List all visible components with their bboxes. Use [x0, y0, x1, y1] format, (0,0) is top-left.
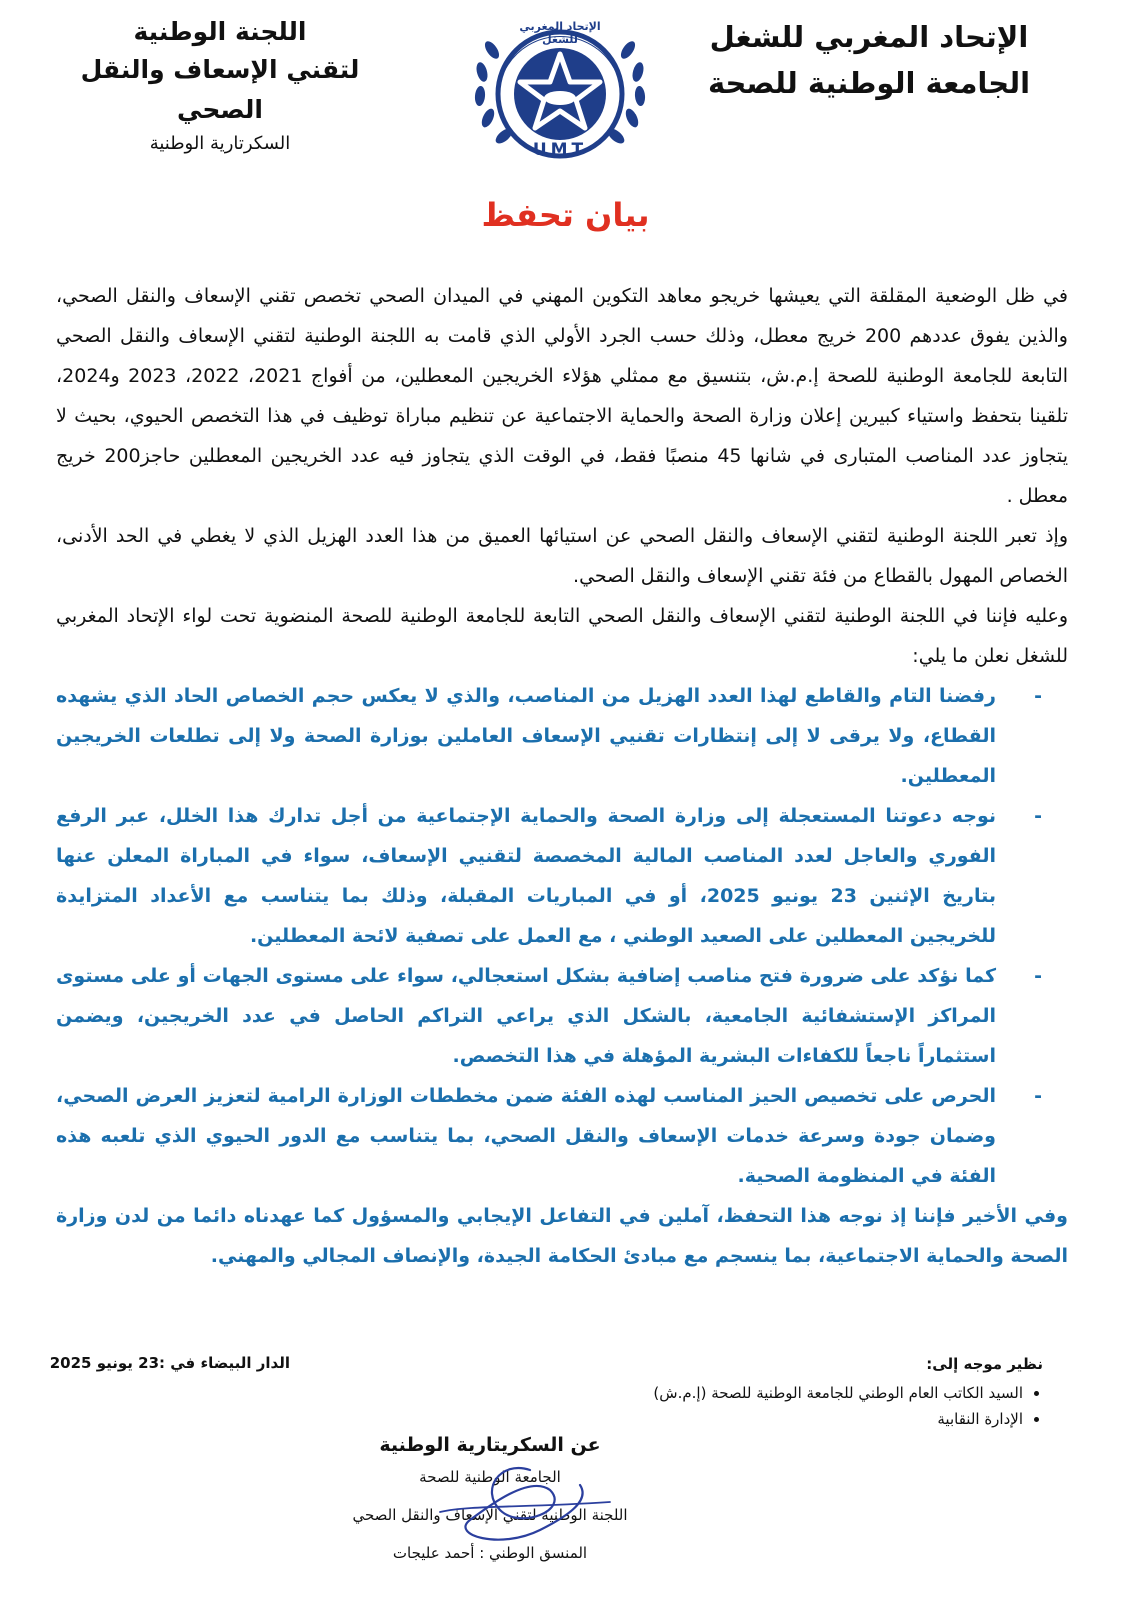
dash-bullet: - — [1034, 805, 1042, 827]
date-line: الدار البيضاء في :23 يونيو 2025 — [49, 1354, 290, 1372]
org-header-left — [40, 14, 400, 158]
demands-list — [56, 676, 1068, 1196]
list-item: - نوجه دعوتنا المستعجلة إلى وزارة الصحة والحماية الإجتماعية من أجل تدارك هذا الخلل، عبر الرفع الفوري والعاجل لعدد المناصب المالية المخصصة لتقنيي الإسعاف، سواء في المباراة المعلن عنها بتاريخ الإثنين 23 يونيو 2025، أو في المباريات المقبلة، وذلك بما يتناسب مع الأعداد المتزايدة للخريجين المعطلين على الصعيد الوطني ، مع العمل على تصفية لائحة المعطلين. — [56, 796, 1068, 956]
committee-subtitle: لتقني الإسعاف والنقل الصحي — [80, 55, 360, 124]
intro-paragraph: في ظل الوضعية المقلقة التي يعيشها خريجو معاهد التكوين المهني في الميدان الصحي تخصص تقني الإسعاف والنقل الصحي، والذين يفوق عددهم 200 خريج معطل، وذلك حسب الجرد الأولي الذي قامت به اللجنة الوطنية لتقني الإسعاف والنقل الصحي التابعة للجامعة الوطنية للصحة إ.م.ش، بتنسيق مع ممثلي هؤلاء الخريجين المعطلين، من أفواج 2021، 2022، 2023 و2024، تلقينا بتحفظ واستياء كبيرين إعلان وزارة الصحة والحماية الاجتماعية عن تنظيم مباراة توظيف في هذا التخصص الحيوي، بحيث لا يتجاوز عدد المناصب المتبارى في شانها 45 منصبًا فقط، في الوقت الذي يتجاوز فيه عدد الخريجين المعطلين حاجز200 خريج معطل . — [56, 285, 1069, 507]
list-item: • الإدارة النقابية — [563, 1406, 1023, 1432]
logo-arc-text: الإتحاد المغربي للشغل — [519, 20, 601, 46]
logo-umt-text: UMT — [532, 140, 588, 160]
list-item: - رفضنا التام والقاطع لهذا العدد الهزيل من المناصب، والذي لا يعكس حجم الخصاص الحاد الذي يشهده القطاع، ولا يرقى لا إلى إنتظارات تقنيي الإسعاف العاملين بوزارة الصحة ولا إلى تطلعات الخريجين المعطلين. — [56, 676, 1068, 796]
closing-paragraph: وفي الأخير فإننا إذ نوجه هذا التحفظ، آملين في التفاعل الإيجابي والمسؤول كما عهدناه دائما من لدن وزارة الصحة والحماية الاجتماعية، بما ينسجم مع مبادئ الحكامة الجيدة، والإنصاف المجالي والمهني. — [56, 1205, 1068, 1267]
dash-bullet: - — [1034, 685, 1042, 707]
list-item: • السيد الكاتب العام الوطني للجامعة الوطنية للصحة (إ.م.ش) — [563, 1380, 1023, 1406]
secretariat-label: السكرتارية الوطنية — [149, 133, 291, 154]
list-item: - كما نؤكد على ضرورة فتح مناصب إضافية بشكل استعجالي، سواء على مستوى الجهات أو على مستوى المراكز الإستشفائية الجامعية، بالشكل الذي يراعي التراكم الحاصل في عدد الخريجين، ويضمن استثماراً ناجعاً للكفاءات البشرية المؤهلة في هذا التخصص. — [56, 956, 1068, 1076]
declaration-paragraph: وعليه فإننا في اللجنة الوطنية لتقني الإسعاف والنقل الصحي التابعة للجامعة الوطنية للصحة المنضوية تحت لواء الإتحاد المغربي للشغل نعلن ما يلي: — [56, 605, 1068, 667]
committee-title: اللجنة الوطنية — [133, 17, 307, 46]
dash-bullet: - — [1034, 965, 1042, 987]
distribution-block — [563, 1350, 1043, 1432]
distribution-heading: نظير موجه إلى: — [926, 1355, 1043, 1373]
union-name: الإتحاد المغربي للشغل — [709, 20, 1029, 54]
signature-coordinator: المنسق الوطني : أحمد عليجات — [392, 1544, 588, 1562]
list-item: - الحرص على تخصيص الحيز المناسب لهذه الفئة ضمن مخططات الوزارة الرامية لتعزيز العرض الصحي، وضمان جودة وسرعة خدمات الإسعاف والنقل الصحي، بما يتناسب مع الدور الحيوي الذي تلعبه هذه الفئة في المنظومة الصحية. — [56, 1076, 1068, 1196]
dash-bullet: - — [1034, 1085, 1042, 1107]
signature-heading: عن السكريتارية الوطنية — [379, 1434, 601, 1456]
distribution-list — [563, 1380, 1043, 1432]
signature-block — [320, 1432, 660, 1572]
document-title: بيان تحفظ — [481, 196, 650, 234]
signature-committee: اللجنة الوطنية لتقني الإسعاف والنقل الصحي — [352, 1506, 628, 1524]
signature-federation: الجامعة الوطنية للصحة — [419, 1468, 561, 1486]
org-header-right — [699, 14, 1039, 106]
concern-paragraph: وإذ تعبر اللجنة الوطنية لتقني الإسعاف والنقل الصحي عن استيائها العميق من هذا العدد الهزيل الذي لا يغطي في الحد الأدنى، الخصاص المهول بالقطاع من فئة تقني الإسعاف والنقل الصحي. — [56, 525, 1068, 587]
statement-body — [56, 276, 1068, 1276]
federation-name: الجامعة الوطنية للصحة — [707, 66, 1031, 100]
